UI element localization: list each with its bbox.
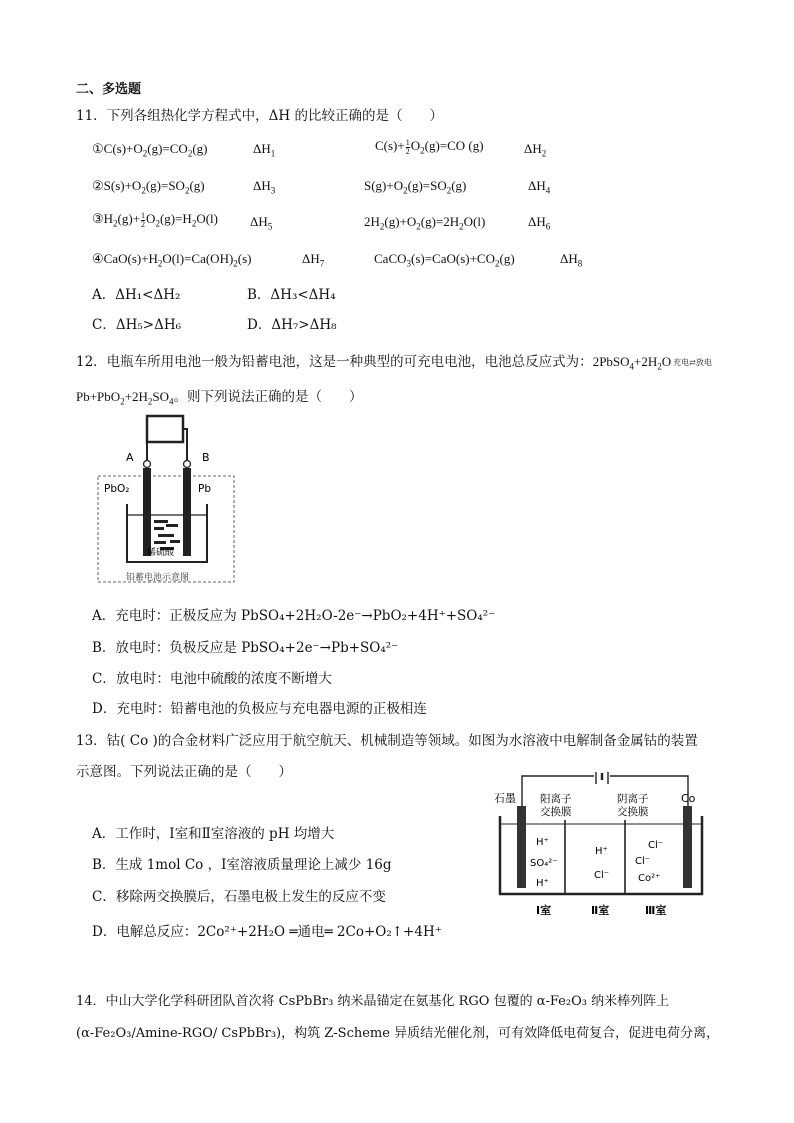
- svg-text:交换膜: 交换膜: [540, 806, 572, 818]
- q11-eq1-left: $①C(s)+O_2(g)=CO_2(g)$: [92, 141, 208, 159]
- q11-eq3-left: $③H_2(g)+$ $\frac{1}{2}$ $O_2(g)=H_2O(l)$: [92, 210, 218, 229]
- q11-option-b: B．ΔH₃<ΔH₄: [247, 287, 336, 303]
- q11-dh4: $\Delta H_4$: [528, 178, 551, 196]
- svg-text:Cl⁻: Cl⁻: [635, 856, 651, 867]
- q11-dh2: $\Delta H_2$: [524, 141, 547, 159]
- q11-eq4-right: $CaCO_3(s)=CaO(s)+CO_2(g)$: [374, 251, 515, 269]
- q11-eq1-right: C(s)+ $\frac{1}{2}$ $O_2(g)=CO$ (g): [375, 137, 484, 156]
- q14-line1: 14．中山大学化学科研团队首次将 CsPbBr₃ 纳米晶锚定在氨基化 RGO 包覆的 α-Fe₂O₃ 纳米棒列阵上: [76, 994, 670, 1009]
- q12-option-a: A．充电时：正极反应为 PbSO₄+2H₂O-2e⁻→PbO₂+4H⁺+SO₄²⁻: [92, 608, 496, 624]
- q12-option-d: D．充电时：铅蓄电池的负极应与充电器电源的正极相连: [92, 701, 427, 717]
- q12-option-c: C．放电时：电池中硫酸的浓度不断增大: [92, 671, 332, 687]
- terminal-a: [144, 461, 151, 468]
- electrode-right-label: Pb: [198, 483, 211, 495]
- q13-option-c: C．移除两交换膜后，石墨电极上发生的反应不变: [92, 889, 386, 905]
- co-label: Co: [681, 792, 696, 805]
- q11-eq2-right: $S(g)+O_2(g)=SO_2(g)$: [364, 178, 467, 196]
- svg-text:阳离子: 阳离子: [540, 793, 572, 805]
- q13-option-d: D．电解总反应：2Co²⁺+2H₂O ═通电═ 2Co+O₂↑+4H⁺: [92, 924, 442, 940]
- svg-text:Cl⁻: Cl⁻: [648, 840, 664, 851]
- q13-stem-line2: 示意图。下列说法正确的是（ ）: [76, 764, 292, 780]
- q11-option-c: C．ΔH₅>ΔH₆: [92, 317, 182, 333]
- co-electrode: [683, 806, 692, 888]
- svg-text:Cl⁻: Cl⁻: [594, 870, 610, 881]
- svg-text:H⁺: H⁺: [595, 846, 608, 857]
- room-1-label: Ⅰ室: [536, 904, 552, 917]
- electrode-left-label: PbO₂: [104, 483, 130, 495]
- q11-option-a: A．ΔH₁<ΔH₂: [92, 287, 181, 303]
- q11-stem: 11．下列各组热化学方程式中，ΔH 的比较正确的是（ ）: [76, 108, 443, 124]
- q11-dh6: $\Delta H_6$: [528, 214, 551, 232]
- svg-text:H⁺: H⁺: [536, 878, 549, 889]
- discharge-label: 放电: [695, 358, 712, 367]
- label-a: A: [126, 451, 134, 464]
- svg-text:交换膜: 交换膜: [617, 806, 649, 818]
- battery-charger-box: [147, 416, 183, 442]
- room-2-label: Ⅱ室: [591, 904, 610, 917]
- label-b: B: [202, 451, 210, 464]
- q13-option-b: B．生成 1mol Co ，Ⅰ室溶液质量理论上减少 16g: [92, 857, 392, 873]
- q11-dh8: $\Delta H_8$: [560, 251, 583, 269]
- q12-stem-line1: 12．电瓶车所用电池一般为铅蓄电池，这是一种典型的可充电电池，电池总反应式为：$2PbSO_4+2H_2O$ 充电⇄放电: [76, 354, 712, 372]
- pb-electrode: [183, 468, 191, 556]
- q13-stem-line1: 13．钴( Co )的合金材料广泛应用于航空航天、机械制造等领域。如图为水溶液中电解制备金属钴的装置: [76, 733, 698, 749]
- svg-text:阴离子: 阴离子: [617, 793, 649, 805]
- q11-eq3-right: $2H_2(g)+O_2(g)=2H_2O(l)$: [364, 214, 486, 232]
- q11-dh5: $\Delta H_5$: [250, 214, 273, 232]
- q13-option-a: A．工作时，Ⅰ室和Ⅱ室溶液的 pH 均增大: [92, 826, 335, 842]
- q11-option-d: D．ΔH₇>ΔH₈: [247, 317, 337, 333]
- diagram-caption: 铅蓄电池示意图: [126, 573, 190, 583]
- lead-battery-diagram: [90, 412, 250, 592]
- svg-text:SO₄²⁻: SO₄²⁻: [530, 858, 558, 869]
- section-title: 二、多选题: [76, 82, 142, 97]
- q11-dh7: $\Delta H_7$: [302, 251, 325, 269]
- terminal-b: [184, 461, 191, 468]
- pbo2-electrode: [143, 468, 151, 556]
- room-3-label: Ⅲ室: [645, 904, 667, 917]
- svg-text:Co²⁺: Co²⁺: [638, 873, 661, 884]
- graphite-electrode: [517, 806, 526, 888]
- q11-dh3: $\Delta H_3$: [253, 178, 276, 196]
- charge-label: 充电: [673, 358, 690, 367]
- q11-dh1: $\Delta H_1$: [253, 141, 276, 159]
- svg-text:H⁺: H⁺: [536, 837, 549, 848]
- q12-stem-line2: $Pb+PbO_2+2H_2SO_4$。则下列说法正确的是（ ）: [76, 389, 363, 407]
- q14-line2: (α-Fe₂O₃/Amine-RGO/ CsPbBr₃)，构筑 Z-Scheme 异质结光催化剂，可有效降低电荷复合，促进电荷分离，: [76, 1026, 720, 1041]
- q12-option-b: B．放电时：负极反应是 PbSO₄+2e⁻→Pb+SO₄²⁻: [92, 640, 399, 656]
- solution-label: 稀硫酸: [147, 548, 175, 558]
- electrolysis-diagram: [492, 772, 712, 922]
- q11-eq2-left: $②S(s)+O_2(g)=SO_2(g)$: [92, 178, 205, 196]
- graphite-label: 石墨: [494, 792, 516, 805]
- q11-eq4-left: $④CaO(s)+H_2O(l)=Ca(OH)_2(s)$: [92, 251, 252, 269]
